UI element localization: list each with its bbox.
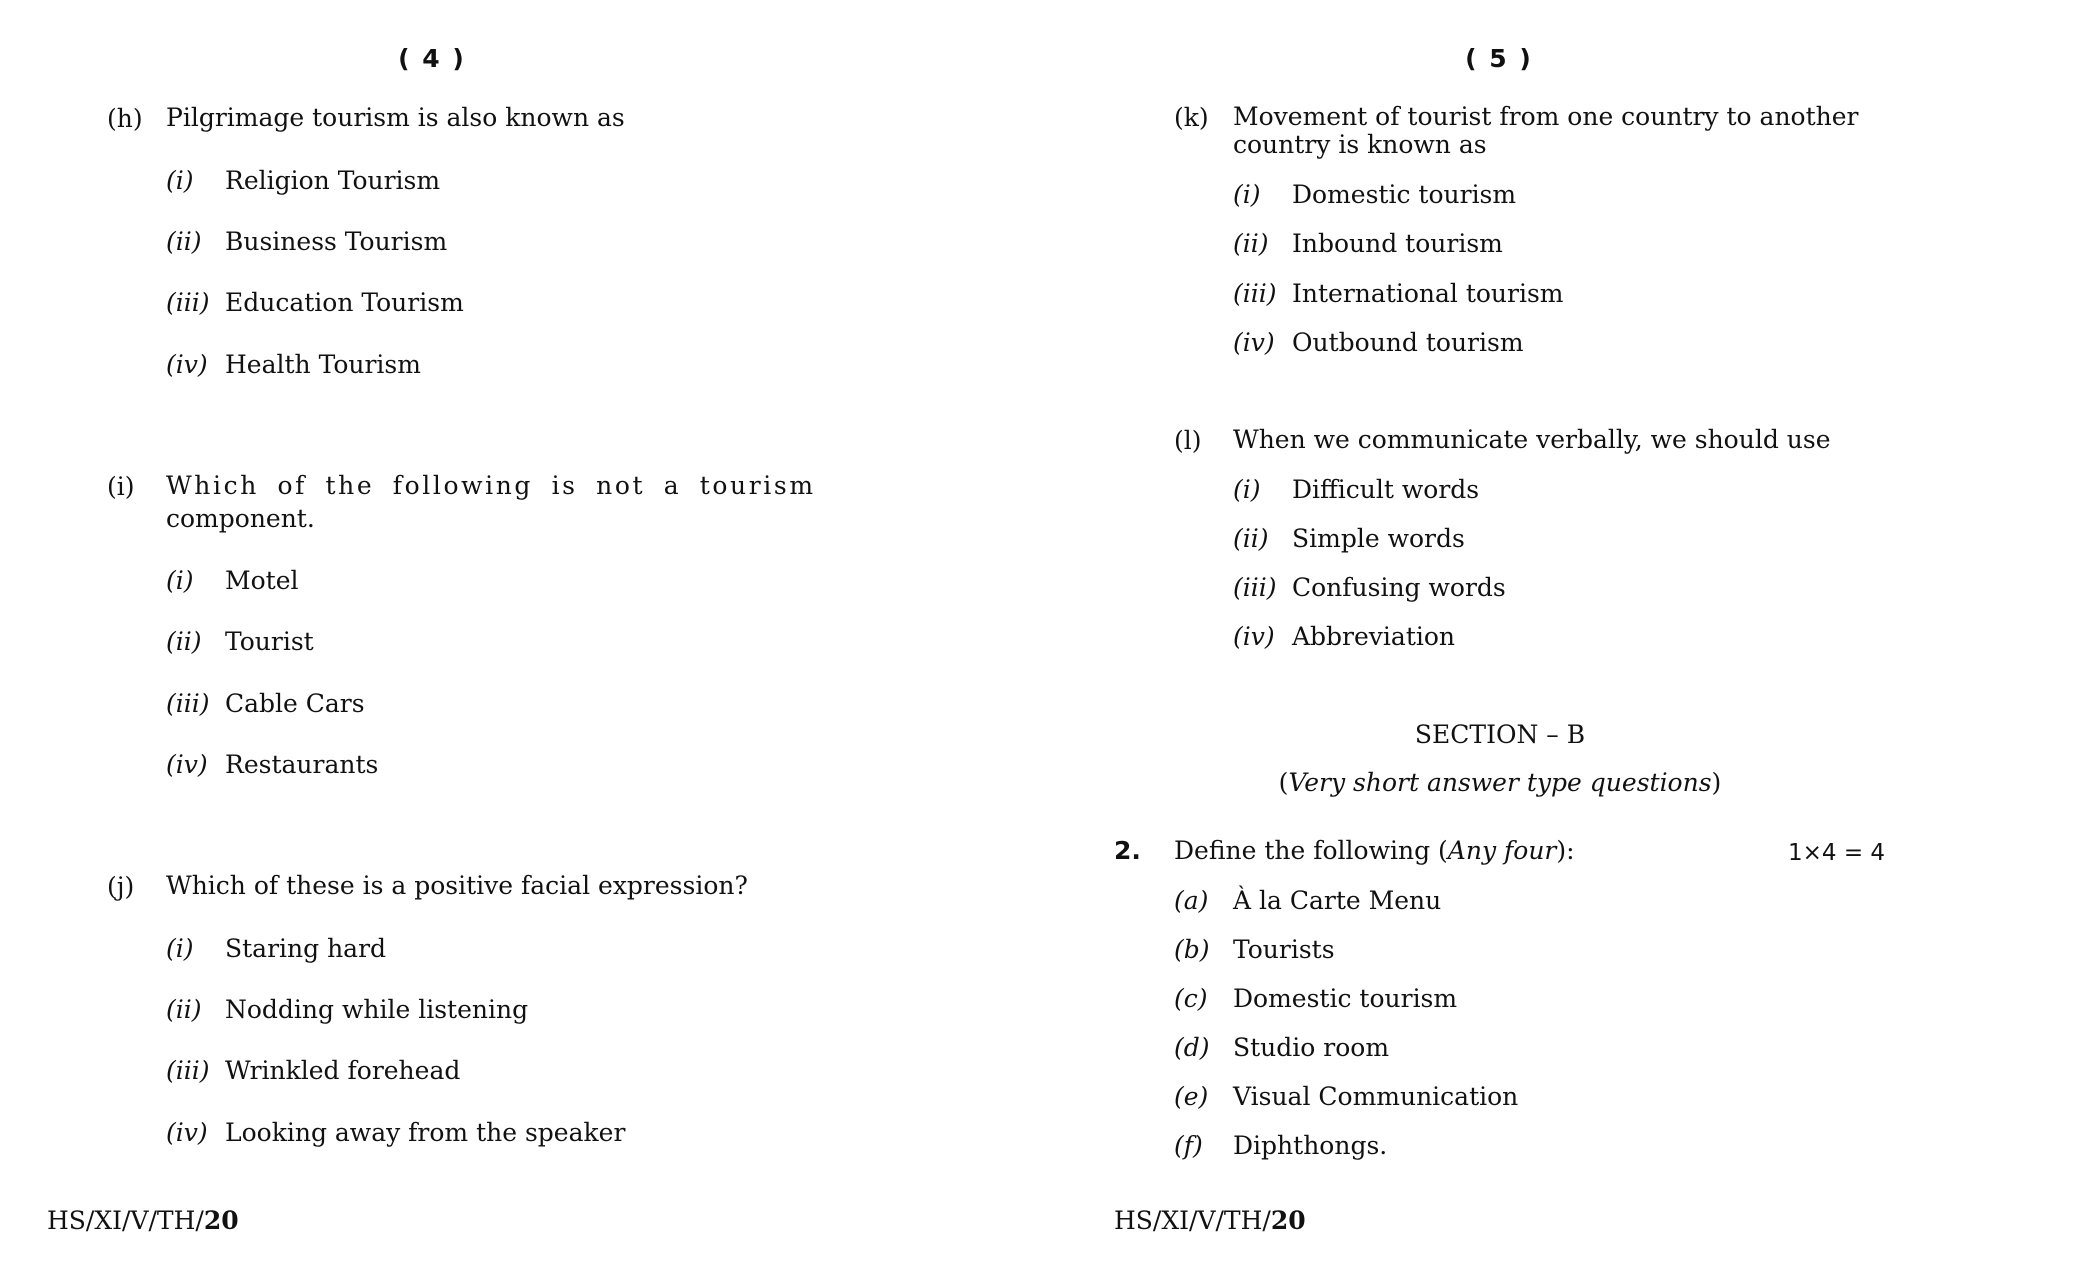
page-footer <box>47 1206 239 1235</box>
option-number: (iii) <box>1233 573 1277 602</box>
question-letter: (j) <box>107 872 135 901</box>
question-letter: (k) <box>1174 103 1209 132</box>
item-text: Diphthongs. <box>1233 1131 1388 1160</box>
question-text-before: Define the following ( <box>1174 836 1448 865</box>
option-text: Education Tourism <box>225 288 464 317</box>
question-text: Which of these is a positive facial expression? <box>166 871 748 900</box>
option-number: (iii) <box>166 288 210 317</box>
option-text: Outbound tourism <box>1292 328 1524 357</box>
option-text: Motel <box>225 566 299 595</box>
option-text: Confusing words <box>1292 573 1506 602</box>
item-text: À la Carte Menu <box>1233 886 1442 915</box>
footer-code: HS/XI/V/TH/ <box>1114 1206 1271 1235</box>
subtitle-close-paren: ) <box>1711 768 1722 797</box>
page-footer <box>1114 1206 1306 1235</box>
option-text: Nodding while listening <box>225 995 529 1024</box>
option-text: Wrinkled forehead <box>225 1056 461 1085</box>
question-text: Pilgrimage tourism is also known as <box>166 103 625 132</box>
option-number: (ii) <box>166 627 202 656</box>
option-text: Health Tourism <box>225 350 421 379</box>
item-text: Tourists <box>1233 935 1335 964</box>
option-text: Inbound tourism <box>1292 229 1503 258</box>
question-letter: (i) <box>107 472 135 501</box>
option-text: Staring hard <box>225 934 387 963</box>
option-number: (iv) <box>1233 622 1275 651</box>
question-text-line1: Movement of tourist from one country to another <box>1233 102 1859 131</box>
item-label: (d) <box>1174 1033 1210 1062</box>
question-text-line1: Which of the following is not a tourism <box>166 471 816 500</box>
option-number: (ii) <box>1233 229 1269 258</box>
option-text: Simple words <box>1292 524 1465 553</box>
footer-year: 20 <box>203 1206 239 1235</box>
item-label: (e) <box>1174 1082 1209 1111</box>
item-text: Studio room <box>1233 1033 1390 1062</box>
option-text: International tourism <box>1292 279 1564 308</box>
question-text-line2: country is known as <box>1233 130 1487 159</box>
option-number: (iii) <box>1233 279 1277 308</box>
item-label: (c) <box>1174 984 1208 1013</box>
option-text: Religion Tourism <box>225 166 441 195</box>
option-text: Cable Cars <box>225 689 365 718</box>
option-number: (iii) <box>166 689 210 718</box>
question-text <box>1174 837 1575 865</box>
item-label: (b) <box>1174 935 1210 964</box>
option-number: (i) <box>1233 180 1261 209</box>
option-text: Domestic tourism <box>1292 180 1517 209</box>
option-text: Business Tourism <box>225 227 448 256</box>
option-text: Abbreviation <box>1292 622 1456 651</box>
option-number: (ii) <box>166 995 202 1024</box>
question-number: 2. <box>1114 836 1141 865</box>
question-letter: (l) <box>1174 426 1202 455</box>
option-number: (iv) <box>166 1118 208 1147</box>
option-text: Tourist <box>225 627 314 656</box>
item-label: (f) <box>1174 1131 1203 1160</box>
question-text-italic: Any four <box>1447 836 1557 865</box>
option-number: (i) <box>166 934 194 963</box>
page-number: ( 5 ) <box>1465 44 1533 73</box>
option-number: (ii) <box>1233 524 1269 553</box>
question-letter: (h) <box>107 104 143 133</box>
footer-year: 20 <box>1270 1206 1306 1235</box>
question-text-after: ): <box>1556 836 1575 865</box>
subtitle-open-paren: ( <box>1278 768 1289 797</box>
option-number: (i) <box>1233 475 1261 504</box>
option-number: (i) <box>166 566 194 595</box>
option-number: (ii) <box>166 227 202 256</box>
section-subtitle <box>1279 769 1722 797</box>
option-number: (iv) <box>1233 328 1275 357</box>
option-number: (iv) <box>166 750 208 779</box>
option-text: Restaurants <box>225 750 379 779</box>
option-text: Looking away from the speaker <box>225 1118 626 1147</box>
option-number: (iv) <box>166 350 208 379</box>
marks: 1×4 = 4 <box>1788 840 1886 866</box>
option-number: (iii) <box>166 1056 210 1085</box>
item-label: (a) <box>1174 886 1209 915</box>
option-text: Difficult words <box>1292 475 1480 504</box>
item-text: Domestic tourism <box>1233 984 1458 1013</box>
subtitle-text: Very short answer type questions <box>1288 768 1712 797</box>
question-text-line2: component. <box>166 504 315 533</box>
section-title: SECTION – B <box>1414 720 1586 749</box>
page-number: ( 4 ) <box>398 44 466 73</box>
item-text: Visual Communication <box>1233 1082 1519 1111</box>
footer-code: HS/XI/V/TH/ <box>47 1206 204 1235</box>
option-number: (i) <box>166 166 194 195</box>
question-text: When we communicate verbally, we should use <box>1233 425 1831 454</box>
